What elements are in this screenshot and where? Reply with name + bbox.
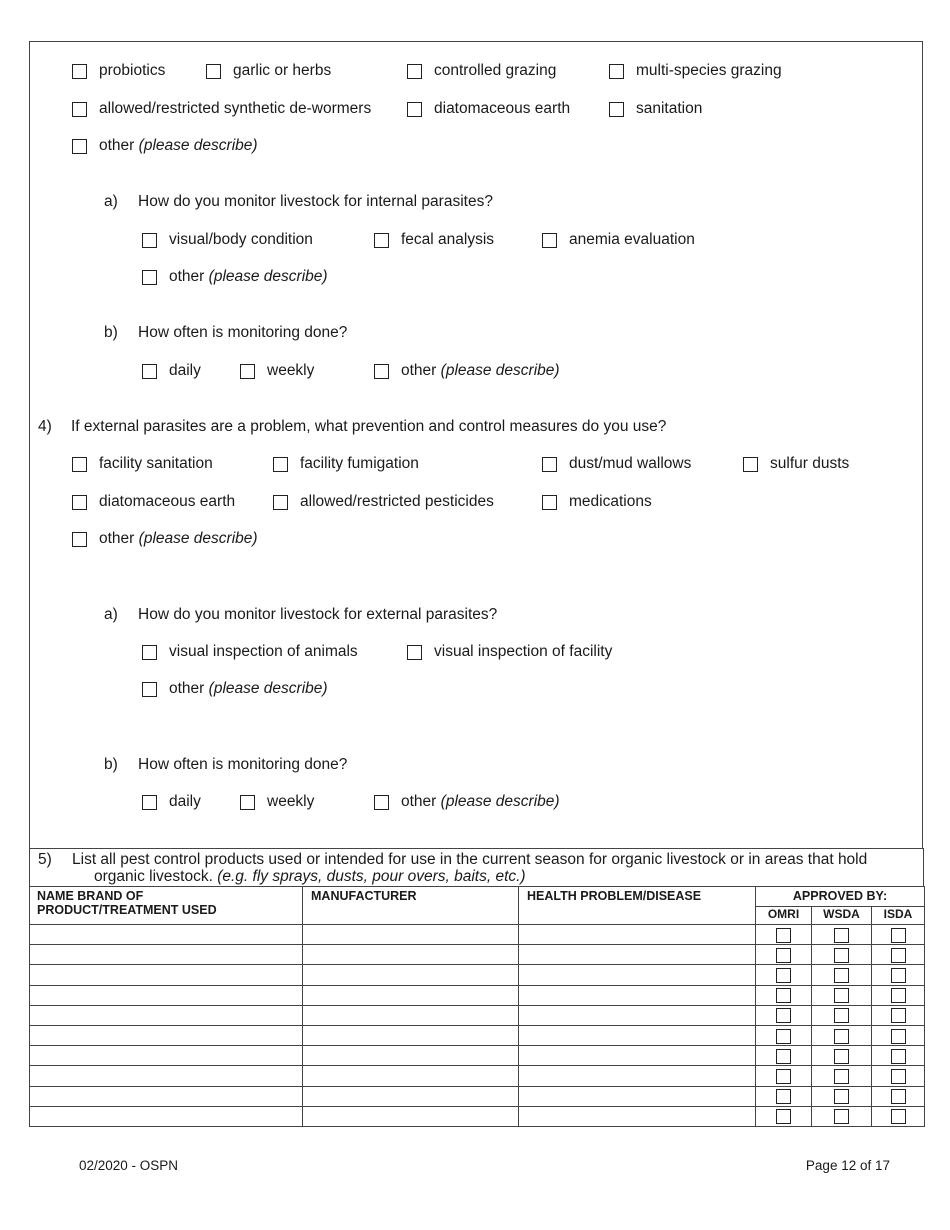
header-isda: ISDA [872, 907, 925, 925]
product-cell[interactable] [30, 925, 303, 945]
wsda-cell [812, 1086, 872, 1106]
health-problem-cell[interactable] [519, 1066, 756, 1086]
option-facility-fumigation[interactable]: facility fumigation [273, 455, 419, 473]
checkbox[interactable] [407, 645, 422, 660]
omri-checkbox[interactable] [776, 928, 791, 943]
manufacturer-cell[interactable] [303, 1066, 519, 1086]
checkbox[interactable] [609, 102, 624, 117]
question-text: How often is monitoring done? [138, 756, 348, 773]
option-fecal-analysis[interactable]: fecal analysis [374, 231, 494, 249]
option-other[interactable]: other (please describe) [72, 530, 258, 548]
manufacturer-cell[interactable] [303, 985, 519, 1005]
option-diatomaceous-earth[interactable]: diatomaceous earth [72, 493, 235, 511]
wsda-cell [812, 965, 872, 985]
wsda-checkbox[interactable] [834, 1069, 849, 1084]
omri-checkbox[interactable] [776, 988, 791, 1003]
manufacturer-cell[interactable] [303, 965, 519, 985]
question-number: 5) [38, 851, 52, 868]
health-problem-cell[interactable] [519, 1005, 756, 1025]
health-problem-cell[interactable] [519, 985, 756, 1005]
table-row [30, 1025, 925, 1045]
wsda-cell [812, 1106, 872, 1126]
checkbox[interactable] [609, 64, 624, 79]
omri-checkbox[interactable] [776, 948, 791, 963]
checkbox[interactable] [374, 795, 389, 810]
isda-cell [872, 1086, 925, 1106]
omri-checkbox[interactable] [776, 1069, 791, 1084]
checkbox[interactable] [72, 495, 87, 510]
header-manufacturer: MANUFACTURER [303, 887, 519, 925]
checkbox[interactable] [407, 64, 422, 79]
checkbox[interactable] [743, 457, 758, 472]
omri-cell [756, 1066, 812, 1086]
table-row [30, 1066, 925, 1086]
option-weekly[interactable]: weekly [240, 793, 314, 811]
isda-checkbox[interactable] [891, 988, 906, 1003]
option-daily[interactable]: daily [142, 362, 201, 380]
option-facility-sanitation[interactable]: facility sanitation [72, 455, 213, 473]
omri-cell [756, 925, 812, 945]
table-row [30, 1005, 925, 1025]
isda-cell [872, 985, 925, 1005]
checkbox[interactable] [142, 682, 157, 697]
checkbox[interactable] [142, 270, 157, 285]
question-text: If external parasites are a problem, what prevention and control measures do you use? [71, 418, 667, 435]
isda-checkbox[interactable] [891, 968, 906, 983]
checkbox[interactable] [72, 532, 87, 547]
option-probiotics[interactable]: probiotics [72, 62, 165, 80]
omri-cell [756, 945, 812, 965]
question-number: 4) [38, 418, 52, 435]
wsda-cell [812, 945, 872, 965]
isda-checkbox[interactable] [891, 948, 906, 963]
isda-cell [872, 1106, 925, 1126]
option-visual-body-condition[interactable]: visual/body condition [142, 231, 313, 249]
health-problem-cell[interactable] [519, 1086, 756, 1106]
health-problem-cell[interactable] [519, 965, 756, 985]
wsda-checkbox[interactable] [834, 1109, 849, 1124]
wsda-cell [812, 1066, 872, 1086]
omri-cell [756, 965, 812, 985]
option-other[interactable]: other (please describe) [374, 362, 560, 380]
checkbox[interactable] [407, 102, 422, 117]
option-controlled-grazing[interactable]: controlled grazing [407, 62, 556, 80]
wsda-checkbox[interactable] [834, 988, 849, 1003]
checkbox[interactable] [542, 495, 557, 510]
pest-control-table [29, 886, 925, 1127]
question-text-cont: organic livestock. (e.g. fly sprays, dusts, pour overs, baits, etc.) [94, 868, 526, 885]
question-text: How often is monitoring done? [138, 324, 348, 341]
option-other[interactable]: other (please describe) [142, 268, 328, 286]
option-diatomaceous-earth[interactable]: diatomaceous earth [407, 100, 570, 118]
header-omri: OMRI [756, 907, 812, 925]
omri-cell [756, 1106, 812, 1126]
omri-cell [756, 1005, 812, 1025]
table-row [30, 1106, 925, 1126]
wsda-checkbox[interactable] [834, 1008, 849, 1023]
manufacturer-cell[interactable] [303, 1025, 519, 1045]
product-cell[interactable] [30, 945, 303, 965]
omri-checkbox[interactable] [776, 1029, 791, 1044]
checkbox[interactable] [542, 457, 557, 472]
checkbox[interactable] [273, 457, 288, 472]
omri-checkbox[interactable] [776, 1109, 791, 1124]
question-text: List all pest control products used or intended for use in the current season for organic livestock or in areas that hold [72, 851, 868, 868]
product-cell[interactable] [30, 1106, 303, 1126]
checkbox[interactable] [542, 233, 557, 248]
wsda-checkbox[interactable] [834, 928, 849, 943]
health-problem-cell[interactable] [519, 1025, 756, 1045]
option-anemia-evaluation[interactable]: anemia evaluation [542, 231, 695, 249]
wsda-cell [812, 1025, 872, 1045]
question-text: How do you monitor livestock for external parasites? [138, 606, 498, 623]
table-row [30, 925, 925, 945]
option-other[interactable]: other (please describe) [374, 793, 560, 811]
form-section-frame [29, 41, 923, 849]
product-cell[interactable] [30, 985, 303, 1005]
checkbox[interactable] [72, 457, 87, 472]
isda-checkbox[interactable] [891, 1049, 906, 1064]
option-dust-mud-wallows[interactable]: dust/mud wallows [542, 455, 691, 473]
health-problem-cell[interactable] [519, 925, 756, 945]
option-sulfur-dusts[interactable]: sulfur dusts [743, 455, 849, 473]
header-approved-by: APPROVED BY: [756, 887, 925, 907]
option-sanitation[interactable]: sanitation [609, 100, 702, 118]
isda-checkbox[interactable] [891, 1089, 906, 1104]
manufacturer-cell[interactable] [303, 945, 519, 965]
isda-cell [872, 1005, 925, 1025]
wsda-checkbox[interactable] [834, 968, 849, 983]
wsda-cell [812, 1046, 872, 1066]
isda-checkbox[interactable] [891, 1008, 906, 1023]
checkbox[interactable] [72, 139, 87, 154]
table-row [30, 985, 925, 1005]
table-row [30, 1046, 925, 1066]
option-visual-inspection-facility[interactable]: visual inspection of facility [407, 643, 612, 661]
isda-cell [872, 925, 925, 945]
option-other[interactable]: other (please describe) [72, 137, 258, 155]
question-marker: b) [104, 756, 118, 773]
wsda-checkbox[interactable] [834, 1049, 849, 1064]
option-multi-species-grazing[interactable]: multi-species grazing [609, 62, 782, 80]
header-wsda: WSDA [812, 907, 872, 925]
omri-checkbox[interactable] [776, 1089, 791, 1104]
health-problem-cell[interactable] [519, 945, 756, 965]
option-synthetic-dewormers[interactable]: allowed/restricted synthetic de-wormers [72, 100, 371, 118]
question-5-header [29, 848, 924, 886]
checkbox[interactable] [72, 64, 87, 79]
manufacturer-cell[interactable] [303, 1086, 519, 1106]
manufacturer-cell[interactable] [303, 1046, 519, 1066]
isda-cell [872, 965, 925, 985]
isda-cell [872, 1025, 925, 1045]
wsda-cell [812, 1005, 872, 1025]
product-cell[interactable] [30, 1066, 303, 1086]
wsda-cell [812, 925, 872, 945]
checkbox[interactable] [142, 233, 157, 248]
option-restricted-pesticides[interactable]: allowed/restricted pesticides [273, 493, 494, 511]
table-row [30, 945, 925, 965]
question-marker: a) [104, 606, 118, 623]
product-cell[interactable] [30, 965, 303, 985]
table-row [30, 1086, 925, 1106]
checkbox[interactable] [374, 233, 389, 248]
question-text: How do you monitor livestock for internal parasites? [138, 193, 493, 210]
option-daily[interactable]: daily [142, 793, 201, 811]
manufacturer-cell[interactable] [303, 1005, 519, 1025]
isda-checkbox[interactable] [891, 928, 906, 943]
omri-checkbox[interactable] [776, 1008, 791, 1023]
isda-checkbox[interactable] [891, 1069, 906, 1084]
checkbox[interactable] [374, 364, 389, 379]
omri-checkbox[interactable] [776, 1049, 791, 1064]
omri-checkbox[interactable] [776, 968, 791, 983]
omri-cell [756, 1046, 812, 1066]
isda-cell [872, 945, 925, 965]
header-product: NAME BRAND OF PRODUCT/TREATMENT USED [30, 887, 303, 925]
checkbox[interactable] [273, 495, 288, 510]
product-cell[interactable] [30, 1005, 303, 1025]
option-visual-inspection-animals[interactable]: visual inspection of animals [142, 643, 358, 661]
isda-checkbox[interactable] [891, 1029, 906, 1044]
product-cell[interactable] [30, 1046, 303, 1066]
wsda-checkbox[interactable] [834, 1029, 849, 1044]
manufacturer-cell[interactable] [303, 925, 519, 945]
manufacturer-cell[interactable] [303, 1106, 519, 1126]
option-weekly[interactable]: weekly [240, 362, 314, 380]
omri-cell [756, 1086, 812, 1106]
checkbox[interactable] [142, 795, 157, 810]
isda-cell [872, 1046, 925, 1066]
question-marker: a) [104, 193, 118, 210]
isda-cell [872, 1066, 925, 1086]
checkbox[interactable] [72, 102, 87, 117]
footer-page-number: Page 12 of 17 [805, 1158, 890, 1173]
checkbox[interactable] [206, 64, 221, 79]
wsda-cell [812, 985, 872, 1005]
table-row [30, 965, 925, 985]
option-medications[interactable]: medications [542, 493, 652, 511]
checkbox[interactable] [142, 364, 157, 379]
checkbox[interactable] [142, 645, 157, 660]
isda-checkbox[interactable] [891, 1109, 906, 1124]
question-marker: b) [104, 324, 118, 341]
checkbox[interactable] [240, 795, 255, 810]
footer-date: 02/2020 - OSPN [79, 1158, 179, 1173]
omri-cell [756, 1025, 812, 1045]
wsda-checkbox[interactable] [834, 948, 849, 963]
option-other[interactable]: other (please describe) [142, 680, 328, 698]
omri-cell [756, 985, 812, 1005]
wsda-checkbox[interactable] [834, 1089, 849, 1104]
health-problem-cell[interactable] [519, 1106, 756, 1126]
header-health-problem: HEALTH PROBLEM/DISEASE [519, 887, 756, 925]
option-garlic-herbs[interactable]: garlic or herbs [206, 62, 331, 80]
checkbox[interactable] [240, 364, 255, 379]
product-cell[interactable] [30, 1086, 303, 1106]
product-cell[interactable] [30, 1025, 303, 1045]
health-problem-cell[interactable] [519, 1046, 756, 1066]
